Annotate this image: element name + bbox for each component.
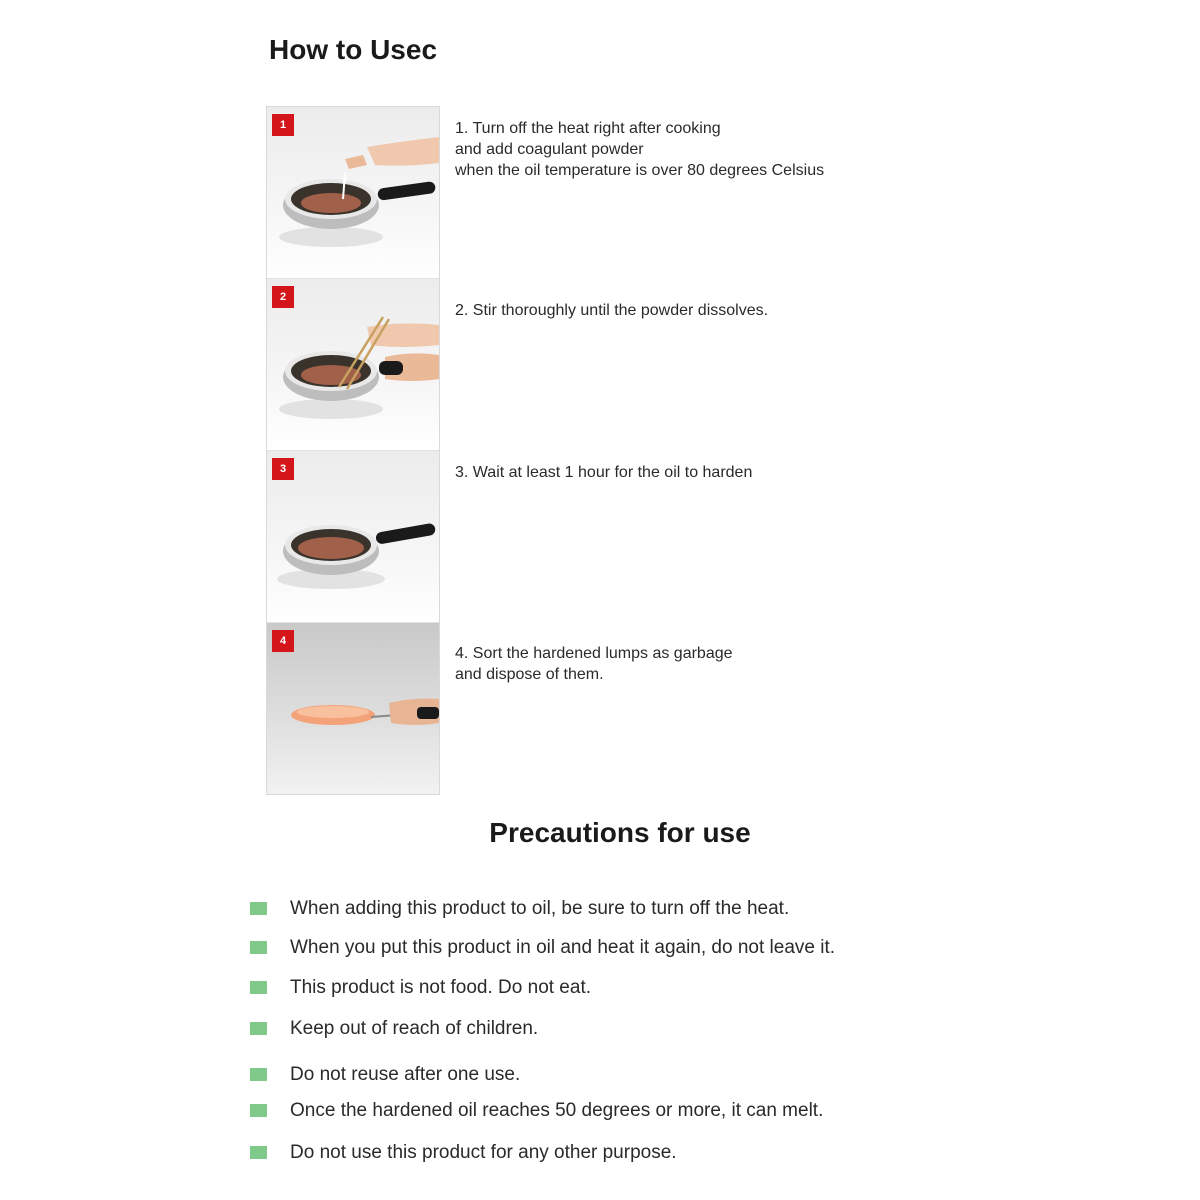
- step-3-text: 3. Wait at least 1 hour for the oil to harden: [455, 464, 753, 481]
- precautions-title: Precautions for use: [489, 817, 751, 848]
- precaution-item: [250, 897, 950, 921]
- precaution-item: [250, 1017, 950, 1041]
- step-3-image: [267, 451, 439, 623]
- green-square-bullet-icon: [250, 1068, 267, 1081]
- green-square-bullet-icon: [250, 1146, 267, 1159]
- step-2-image: [267, 279, 439, 451]
- step-badge: 2: [272, 286, 294, 308]
- green-square-bullet-icon: [250, 1104, 267, 1117]
- precaution-text: Do not use this product for any other purpose.: [290, 1142, 677, 1163]
- step-4-text: 4. Sort the hardened lumps as garbage and dispose of them.: [455, 645, 733, 683]
- step-badge: 1: [272, 114, 294, 136]
- precaution-text: Once the hardened oil reaches 50 degrees or more, it can melt.: [290, 1100, 824, 1121]
- precaution-item: [250, 1063, 950, 1087]
- step-badge: 4: [272, 630, 294, 652]
- step-2-text: 2. Stir thoroughly until the powder dissolves.: [455, 302, 769, 319]
- step-1-text: 1. Turn off the heat right after cooking and add coagulant powder when the oil temperature is over 80 degrees Celsius: [455, 120, 825, 179]
- precaution-text: This product is not food. Do not eat.: [290, 977, 592, 998]
- green-square-bullet-icon: [250, 941, 267, 954]
- green-square-bullet-icon: [250, 1022, 267, 1035]
- precaution-item: [250, 1141, 950, 1165]
- step-4-image: [267, 623, 439, 794]
- how-to-use-title: How to Usec: [269, 34, 438, 65]
- precaution-item: [250, 936, 950, 960]
- precaution-text: When adding this product to oil, be sure to turn off the heat.: [290, 898, 790, 919]
- green-square-bullet-icon: [250, 902, 267, 915]
- green-square-bullet-icon: [250, 981, 267, 994]
- step-1-image: [267, 107, 439, 279]
- steps-image-column: [266, 106, 440, 795]
- precaution-text: When you put this product in oil and heat it again, do not leave it.: [290, 937, 836, 958]
- precaution-text: Keep out of reach of children.: [290, 1018, 539, 1039]
- precaution-item: [250, 976, 950, 1000]
- precaution-item: [250, 1099, 950, 1123]
- step-badge: 3: [272, 458, 294, 480]
- precaution-text: Do not reuse after one use.: [290, 1064, 521, 1085]
